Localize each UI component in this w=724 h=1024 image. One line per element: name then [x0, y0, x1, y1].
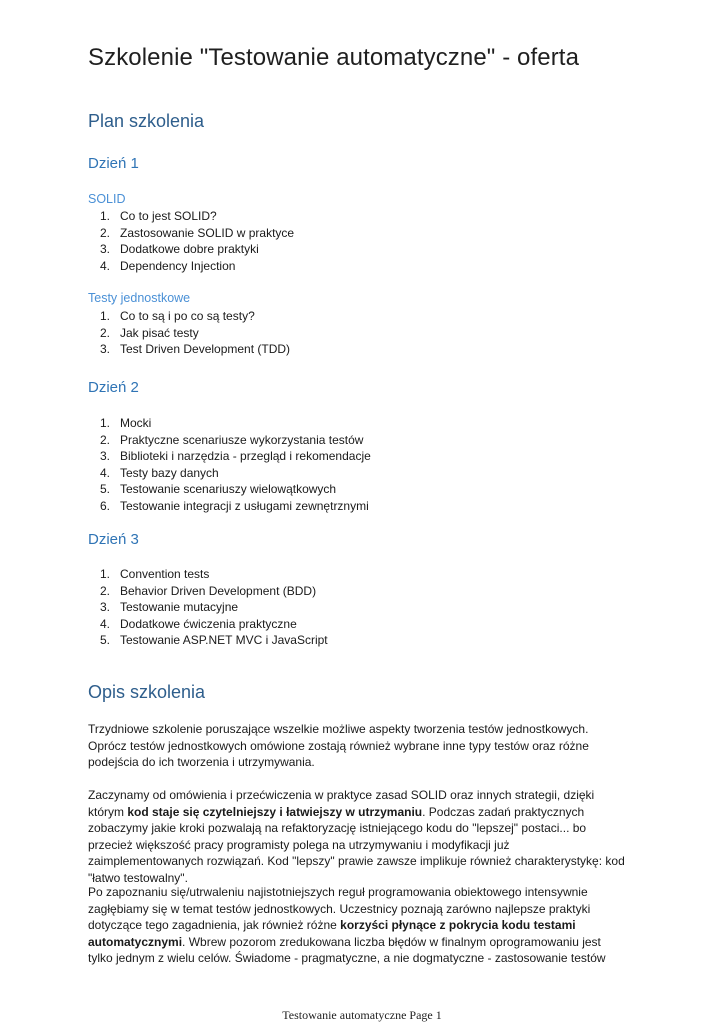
page-footer: Testowanie automatyczne Page 1 [282, 1008, 442, 1022]
list-item: 3. Test Driven Development (TDD) [100, 342, 291, 356]
unit-tests-list [88, 308, 290, 358]
solid-heading: SOLID [88, 192, 126, 206]
plan-heading: Plan szkolenia [88, 111, 205, 131]
opis-paragraph-3: Po zapoznaniu się/utrwaleniu najistotniejszych reguł programowania obiektowego intensywnie zagłębiamy się w temat testów jednostkowych. Uczestnicy poznają zarówno najlepsze praktyki dotyczące tego zagadnienia, jak również różne korzyści płynące z pokrycia kodu testami automatycznymi. Wbrew pozorom zredukowana liczba błędów w finalnym oprogramowaniu jest tylko jednym z wielu celów. Świadome - pragmatyczne, a nie dogmatyczne - zastosowanie testów [88, 885, 606, 965]
list-item: 1. Co to jest SOLID? [100, 209, 217, 223]
list-item: 3. Dodatkowe dobre praktyki [100, 242, 259, 256]
list-item: 4. Dependency Injection [100, 258, 236, 273]
list-item: 5. Testowanie ASP.NET MVC i JavaScript [100, 633, 328, 647]
list-item: 2. Jak pisać testy [100, 325, 199, 340]
day3-heading: Dzień 3 [88, 531, 139, 548]
list-item: 2. Praktyczne scenariusze wykorzystania testów [100, 432, 364, 447]
list-item: 3. Testowanie mutacyjne [100, 600, 239, 614]
list-item: 2. Zastosowanie SOLID w praktyce [100, 225, 295, 240]
list-item: 6. Testowanie integracji z usługami zewnętrznymi [100, 498, 369, 513]
list-item: 5. Testowanie scenariuszy wielowątkowych [100, 482, 337, 496]
solid-list [88, 208, 294, 274]
opis-paragraph-2: Zaczynamy od omówienia i przećwiczenia w praktyce zasad SOLID oraz innych strategii, dzięki którym kod staje się czytelniejszy i łatwiejszy w utrzymaniu. Podczas zadań praktycznych zobaczymy jakie kroki pozwalają na refaktoryzację istniejącego kodu do "lepszej" postaci... bo przecież większość pracy programisty polega na utrzymywaniu i modyfikacji już zaimplementowanych rozwiązań. Kod "lepszy" prawie zawsze implikuje również charakterystykę: kod "łatwo testowalny". [88, 788, 625, 885]
list-item: 1. Co to są i po co są testy? [100, 309, 255, 323]
list-item: 2. Behavior Driven Development (BDD) [100, 583, 317, 598]
list-item: 1. Convention tests [100, 567, 210, 581]
day2-list [88, 415, 371, 514]
list-item: 1. Mocki [100, 416, 152, 430]
list-item: 3. Biblioteki i narzędzia - przegląd i rekomendacje [100, 449, 371, 463]
unit-tests-heading: Testy jednostkowe [88, 291, 191, 305]
list-item: 4. Testy bazy danych [100, 465, 219, 480]
opis-paragraph-1: Trzydniowe szkolenie poruszające wszelkie możliwe aspekty tworzenia testów jednostkowych. Oprócz testów jednostkowych omówione zostają również wybrane inne typy testów oraz różne podejścia do ich tworzenia i utrzymywania. [88, 722, 589, 769]
opis-heading: Opis szkolenia [88, 682, 206, 702]
day2-heading: Dzień 2 [88, 379, 139, 396]
document-title: Szkolenie "Testowanie automatyczne" - oferta [88, 44, 580, 71]
list-item: 4. Dodatkowe ćwiczenia praktyczne [100, 616, 297, 631]
day3-list [88, 566, 328, 649]
day1-heading: Dzień 1 [88, 155, 139, 172]
